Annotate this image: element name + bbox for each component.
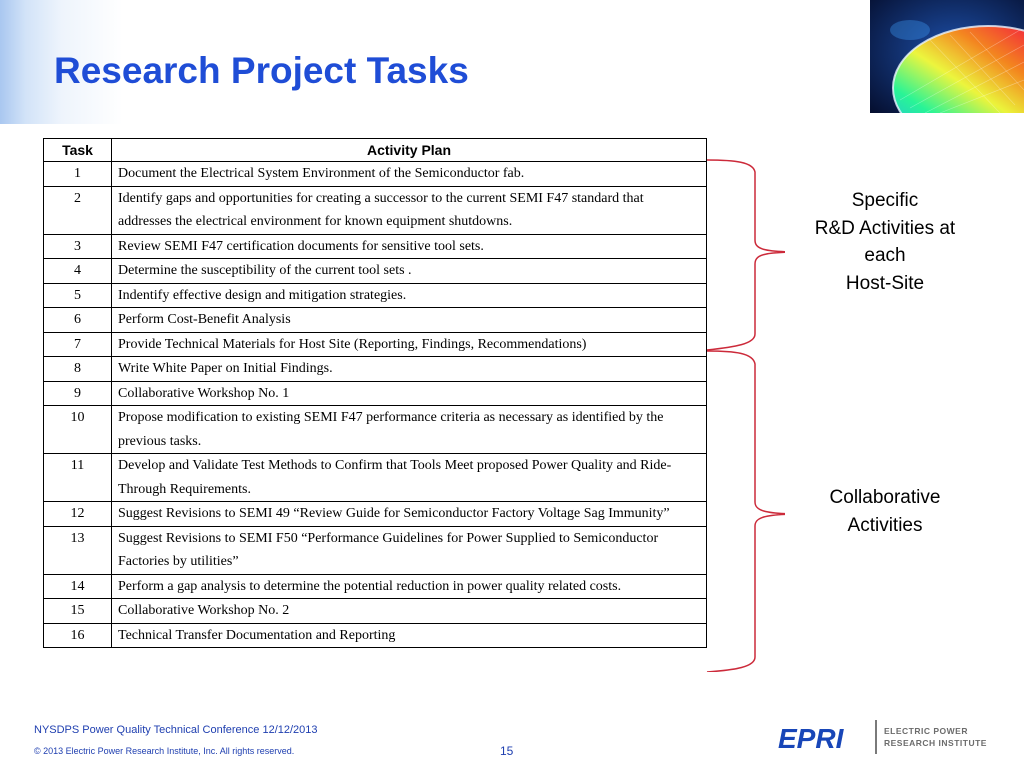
table-row (44, 234, 707, 259)
table-row (44, 454, 707, 502)
task-activity: Technical Transfer Documentation and Reporting (112, 623, 707, 648)
epri-logo (778, 718, 988, 758)
task-activity: Propose modification to existing SEMI F47 performance criteria as necessary as identified by the previous tasks. (112, 406, 707, 454)
table-row (44, 599, 707, 624)
task-activity: Determine the susceptibility of the current tool sets . (112, 259, 707, 284)
task-activity: Perform a gap analysis to determine the potential reduction in power quality related costs. (112, 574, 707, 599)
logo-wordmark-text: EPRI (778, 724, 844, 752)
task-number: 16 (44, 623, 112, 648)
table-row (44, 186, 707, 234)
table-header-row (44, 139, 707, 162)
task-number: 1 (44, 162, 112, 187)
task-number: 8 (44, 357, 112, 382)
table-row (44, 381, 707, 406)
task-activity: Collaborative Workshop No. 1 (112, 381, 707, 406)
task-number: 5 (44, 283, 112, 308)
task-activity: Identify gaps and opportunities for creating a successor to the current SEMI F47 standard that addresses the electrical environment for known equipment shutdowns. (112, 186, 707, 234)
collaborative-activities-bracket (707, 351, 785, 672)
task-activity: Review SEMI F47 certification documents for sensitive tool sets. (112, 234, 707, 259)
logo-divider (875, 720, 877, 754)
task-number: 6 (44, 308, 112, 333)
table-row (44, 406, 707, 454)
table-row (44, 283, 707, 308)
specific-activities-bracket (707, 160, 785, 350)
task-activity: Suggest Revisions to SEMI 49 “Review Guide for Semiconductor Factory Voltage Sag Immunity” (112, 502, 707, 527)
table-row (44, 259, 707, 284)
task-number: 12 (44, 502, 112, 527)
logo-line-2: RESEARCH INSTITUTE (884, 738, 987, 748)
task-number: 14 (44, 574, 112, 599)
task-number: 10 (44, 406, 112, 454)
table-row (44, 162, 707, 187)
task-number: 15 (44, 599, 112, 624)
activity-column-header: Activity Plan (112, 139, 707, 162)
task-activity: Develop and Validate Test Methods to Confirm that Tools Meet proposed Power Quality and Ride-Through Requirements. (112, 454, 707, 502)
task-number: 4 (44, 259, 112, 284)
table-row (44, 574, 707, 599)
table-row (44, 526, 707, 574)
collaborative-activities-label: Collaborative Activities (829, 487, 941, 536)
task-number: 11 (44, 454, 112, 502)
task-number: 3 (44, 234, 112, 259)
task-activity: Write White Paper on Initial Findings. (112, 357, 707, 382)
footer-copyright: © 2013 Electric Power Research Institute, Inc. All rights reserved. (34, 746, 295, 756)
task-number: 9 (44, 381, 112, 406)
task-number: 13 (44, 526, 112, 574)
task-activity: Perform Cost-Benefit Analysis (112, 308, 707, 333)
task-table (43, 138, 707, 648)
task-number: 7 (44, 332, 112, 357)
slide-title: Research Project Tasks (54, 50, 469, 91)
wafer-photo (870, 0, 1024, 113)
table-row (44, 623, 707, 648)
specific-activities-label: Specific R&D Activities at each Host-Site (814, 190, 956, 294)
task-activity: Collaborative Workshop No. 2 (112, 599, 707, 624)
task-activity: Document the Electrical System Environment of the Semiconductor fab. (112, 162, 707, 187)
page-number: 15 (500, 744, 514, 758)
table-row (44, 357, 707, 382)
wafer-image (870, 0, 1024, 113)
task-activity: Provide Technical Materials for Host Site (Reporting, Findings, Recommendations) (112, 332, 707, 357)
table-row (44, 502, 707, 527)
task-number: 2 (44, 186, 112, 234)
task-column-header: Task (44, 139, 112, 162)
table-row (44, 332, 707, 357)
task-activity: Indentify effective design and mitigation strategies. (112, 283, 707, 308)
table-row (44, 308, 707, 333)
logo-line-1: ELECTRIC POWER (884, 726, 968, 736)
footer-conference: NYSDPS Power Quality Technical Conference 12/12/2013 (34, 724, 318, 736)
curly-brackets (705, 152, 785, 672)
epri-wordmark-icon (778, 724, 872, 752)
task-activity: Suggest Revisions to SEMI F50 “Performance Guidelines for Power Supplied to Semiconductor Factories by utilities” (112, 526, 707, 574)
